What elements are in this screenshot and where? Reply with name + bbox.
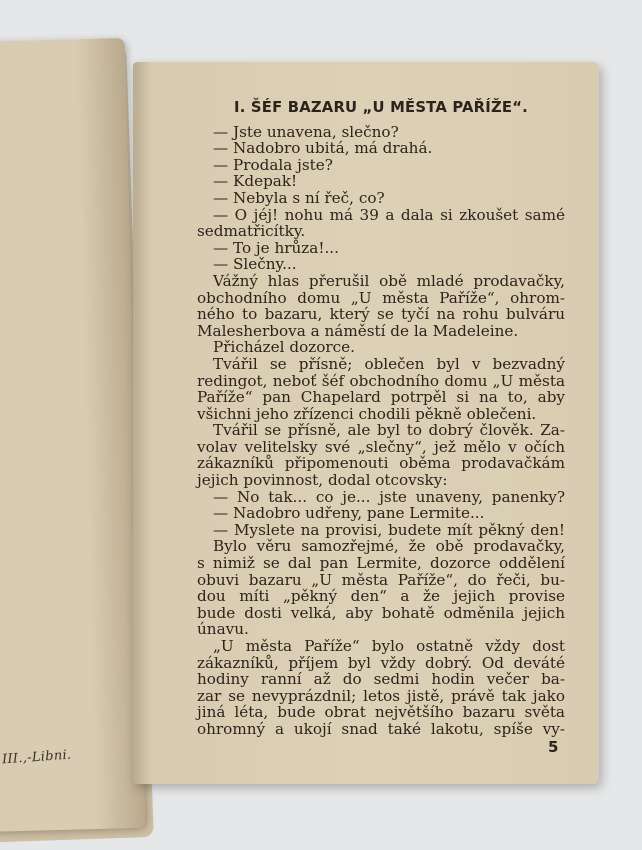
text-line: zákazníků připomenouti oběma prodavačkám [197,454,565,473]
text-line: „U města Paříže“ bylo ostatně vždy dost [213,637,565,655]
text-line: obchodního domu „U města Paříže“, ohrom- [197,288,565,307]
text-line: Bylo věru samozřejmé, že obě prodavačky, [213,537,565,556]
text-line: Přicházel dozorce. [213,338,355,357]
text-line: sedmatřicítky. [197,222,306,241]
text-line: zákazníků, příjem byl vždy dobrý. Od deváté [197,653,565,672]
text-line: obuvi bazaru „U města Paříže“, do řeči, bu- [197,570,565,589]
text-line: Tvářil se přísně; oblečen byl v bezvadný [213,354,565,373]
text-line: — Prodala jste? [213,155,333,174]
text-line: Tvářil se přísně, ale byl to dobrý člověk. Za- [213,421,565,440]
text-line: — Myslete na provisi, budete mít pěkný den! [213,520,565,539]
text-line: redingot, neboť šéf obchodního domu „U města [197,371,565,390]
text-line: bude dosti velká, aby bohatě odměnila jejich [197,603,565,622]
text-line: Paříže“ pan Chapelard potrpěl si na to, aby [197,388,565,407]
left-page [0,38,145,832]
text-lines [197,124,565,738]
text-line: ného to bazaru, který se tyčí na rohu bulváru [197,305,565,324]
text-line: všichni jeho zřízenci chodili pěkně oblečeni. [197,404,537,423]
text-line: — Nadobro udřeny, pane Lermite... [213,504,485,523]
text-line: — No tak... co je... jste unaveny, panenky? [213,487,565,506]
text-line: — Kdepak! [213,172,298,191]
text-line: Vážný hlas přerušil obě mladé prodavačky, [213,271,565,290]
text-line: — O jéj! nohu má 39 a dala si zkoušet samé [213,205,565,224]
text-line: dou míti „pěkný den“ a že jejich provise [197,587,565,606]
text-line: — Jste unavena, slečno? [213,122,399,141]
text-line: jiná léta, bude obrat největšího bazaru světa [197,703,565,722]
text-line: Malesherbova a náměstí de la Madeleine. [197,321,519,340]
text-line: volav velitelsky své „slečny“, jež mělo v očích [197,437,565,456]
text-line: ohromný a ukojí snad také lakotu, spíše vy- [197,719,565,738]
text-line: hodiny ranní až do sedmi hodin večer ba- [197,670,565,689]
page-number: 5 [548,738,559,756]
page-text [197,100,565,738]
text-line: — Nebyla s ní řeč, co? [213,188,385,207]
text-line: únavu. [197,620,249,639]
text-line: zar se nevyprázdnil; letos jistě, právě tak jako [197,686,565,705]
text-line: — Nadobro ubitá, má drahá. [213,139,433,158]
text-line: jejich povinnost, dodal otcovsky: [197,471,448,490]
text-line: s nimiž se dal pan Lermite, dozorce oddělení [197,554,565,573]
text-line: — To je hrůza!... [213,238,339,257]
left-page-footer: III.,-Libni. [1,747,72,768]
text-line: — Slečny... [213,255,297,274]
chapter-title: I. ŠÉF BAZARU „U MĚSTA PAŘÍŽE“. [234,99,528,116]
